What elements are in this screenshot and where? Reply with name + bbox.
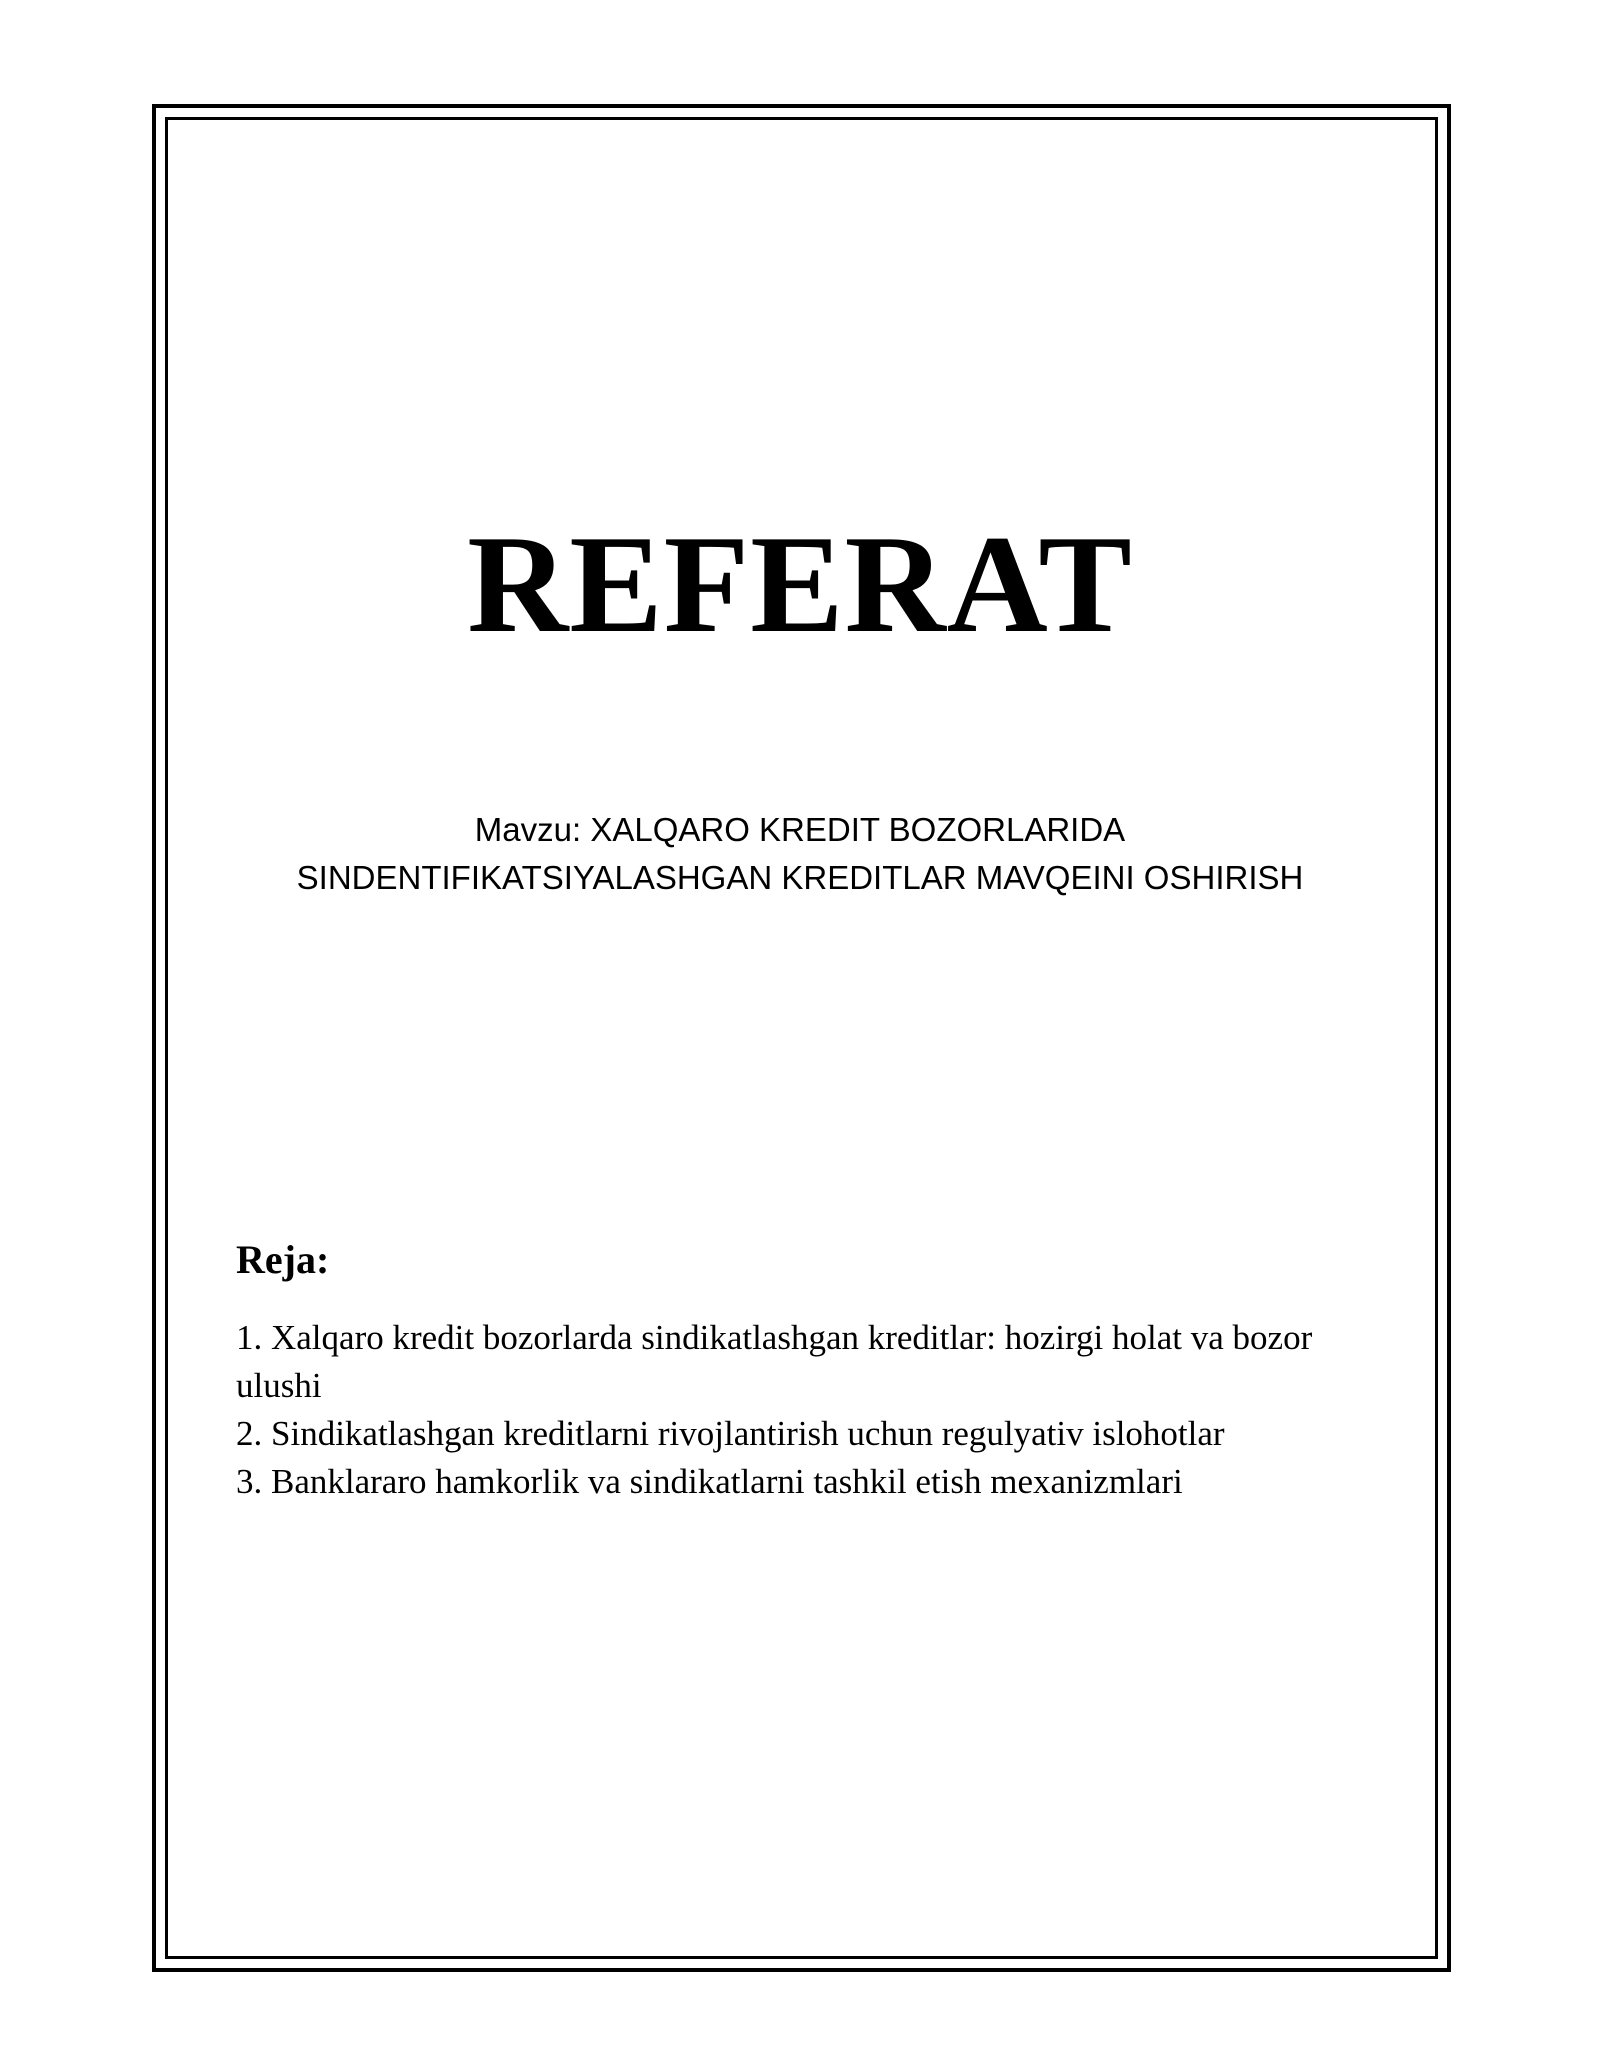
document-title: REFERAT <box>467 507 1133 662</box>
plan-item-1: 1. Xalqaro kredit bozorlarda sindikatlashgan kreditlar: hozirgi holat va bozor ulushi <box>236 1318 1313 1405</box>
page-border-outer <box>152 104 1451 1972</box>
plan-item-2: 2. Sindikatlashgan kreditlarni rivojlantirish uchun regulyativ islohotlar <box>236 1414 1225 1453</box>
topic-block <box>0 806 1600 902</box>
plan-heading: Reja: <box>236 1237 330 1282</box>
topic-line-2: SINDENTIFIKATSIYALASHGAN KREDITLAR MAVQEINI OSHIRISH <box>296 859 1304 896</box>
plan-item-3: 3. Banklararo hamkorlik va sindikatlarni tashkil etish mexanizmlari <box>236 1462 1183 1501</box>
topic-line-1: Mavzu: XALQARO KREDIT BOZORLARIDA <box>474 811 1126 848</box>
plan-list <box>236 1314 1376 1506</box>
page-border-inner <box>165 117 1438 1959</box>
